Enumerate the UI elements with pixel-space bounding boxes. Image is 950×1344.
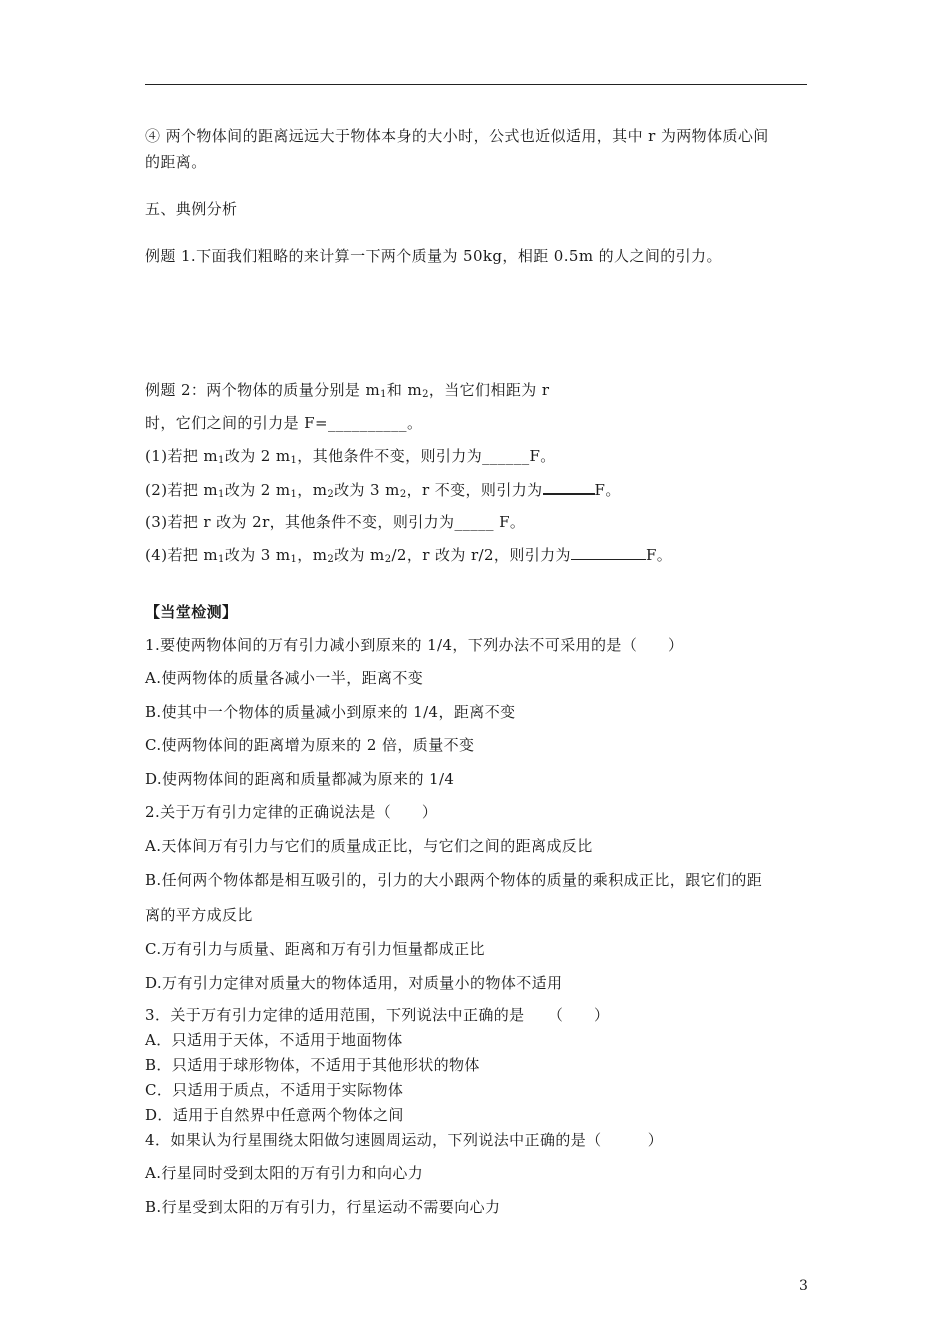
q-text: 改为 m [334, 546, 385, 564]
subscript: 1 [218, 489, 225, 500]
check-q4-option-b: B.行星受到太阳的万有引力，行星运动不需要向心力 [145, 1198, 501, 1216]
example2-question4 [145, 545, 672, 565]
subscript: 2 [399, 489, 407, 500]
check-q1-option-a: A.使两物体的质量各减小一半，距离不变 [145, 669, 424, 687]
header-rule [145, 84, 807, 85]
q-text: F。 [594, 481, 621, 499]
example2-line2: 时，它们之间的引力是 F=__________。 [145, 414, 423, 432]
subscript: 2 [327, 489, 335, 500]
subscript: 1 [290, 489, 298, 500]
example2-text: 例题 2：两个物体的质量分别是 m [145, 381, 381, 399]
example2-text: ，当它们相距为 r [428, 381, 550, 399]
q-text: /2，r 改为 r/2，则引力为 [391, 546, 571, 564]
subscript: 1 [218, 554, 225, 565]
answer-blank [543, 479, 595, 495]
check-q3-option-c: C．只适用于质点，不适用于实际物体 [145, 1081, 404, 1099]
check-q2-option-c: C.万有引力与质量、距离和万有引力恒量都成正比 [145, 940, 485, 958]
subscript: 2 [384, 554, 392, 565]
q-text: 改为 3 m [224, 546, 291, 564]
check-q4-option-a: A.行星同时受到太阳的万有引力和向心力 [145, 1164, 424, 1182]
subscript: 1 [290, 554, 298, 565]
intro-item4-line2: 的距离。 [145, 153, 207, 171]
q-text: ，m [297, 546, 328, 564]
check-q2-option-d: D.万有引力定律对质量大的物体适用，对质量小的物体不适用 [145, 974, 563, 992]
intro-item4-line1: ④ 两个物体间的距离远远大于物体本身的大小时，公式也近似适用，其中 r 为两物体质心间 [145, 127, 769, 145]
subscript: 1 [290, 455, 298, 466]
check-q2: 2.关于万有引力定律的正确说法是（ ） [145, 803, 438, 821]
q-text: ，m [297, 481, 328, 499]
check-q2-option-b-line2: 离的平方成反比 [145, 906, 253, 924]
q-text: ，r 不变，则引力为 [406, 481, 543, 499]
check-q3: 3．关于万有引力定律的适用范围，下列说法中正确的是 （ ） [145, 1006, 610, 1024]
q-text: 改为 2 m [224, 481, 291, 499]
section5-title: 五、典例分析 [145, 200, 238, 218]
example1: 例题 1.下面我们粗略的来计算一下两个质量为 50kg，相距 0.5m 的人之间的引力。 [145, 247, 722, 265]
q-text: (2)若把 m [145, 481, 219, 499]
q-text: F。 [645, 546, 673, 564]
check-q1-option-b: B.使其中一个物体的质量减小到原来的 1/4，距离不变 [145, 703, 516, 721]
check-q3-option-d: D．适用于自然界中任意两个物体之间 [145, 1106, 404, 1124]
q-text: ，其他条件不变，则引力为______F。 [297, 447, 556, 465]
subscript: 1 [380, 389, 387, 400]
answer-blank [571, 545, 646, 560]
q-text: 改为 3 m [334, 481, 400, 499]
check-q3-option-a: A．只适用于天体，不适用于地面物体 [145, 1031, 403, 1049]
check-q2-option-b-line1: B.任何两个物体都是相互吸引的，引力的大小跟两个物体的质量的乘积成正比，跟它们的距 [145, 871, 763, 889]
subscript: 2 [422, 389, 429, 400]
check-q1-option-d: D.使两物体间的距离和质量都减为原来的 1/4 [145, 770, 455, 788]
page-number: 3 [799, 1278, 808, 1294]
example2-question3: (3)若把 r 改为 2r，其他条件不变，则引力为_____ F。 [145, 513, 526, 531]
example2-text: 和 m [386, 381, 423, 399]
q-text: (1)若把 m [145, 447, 219, 465]
example2-question1 [145, 446, 556, 466]
check-q3-option-b: B．只适用于球形物体，不适用于其他形状的物体 [145, 1056, 480, 1074]
subscript: 2 [327, 554, 335, 565]
example2-question2 [145, 479, 621, 500]
example2-line1 [145, 380, 549, 400]
subscript: 1 [218, 455, 225, 466]
q-text: 改为 2 m [224, 447, 291, 465]
check-title: 【当堂检测】 [145, 603, 238, 621]
check-q1: 1.要使两物体间的万有引力减小到原来的 1/4，下列办法不可采用的是（ ） [145, 636, 684, 654]
check-q1-option-c: C.使两物体间的距离增为原来的 2 倍，质量不变 [145, 736, 475, 754]
check-q2-option-a: A.天体间万有引力与它们的质量成正比，与它们之间的距离成反比 [145, 837, 593, 855]
q-text: (4)若把 m [145, 546, 219, 564]
check-q4: 4．如果认为行星围绕太阳做匀速圆周运动，下列说法中正确的是（ ） [145, 1131, 664, 1149]
